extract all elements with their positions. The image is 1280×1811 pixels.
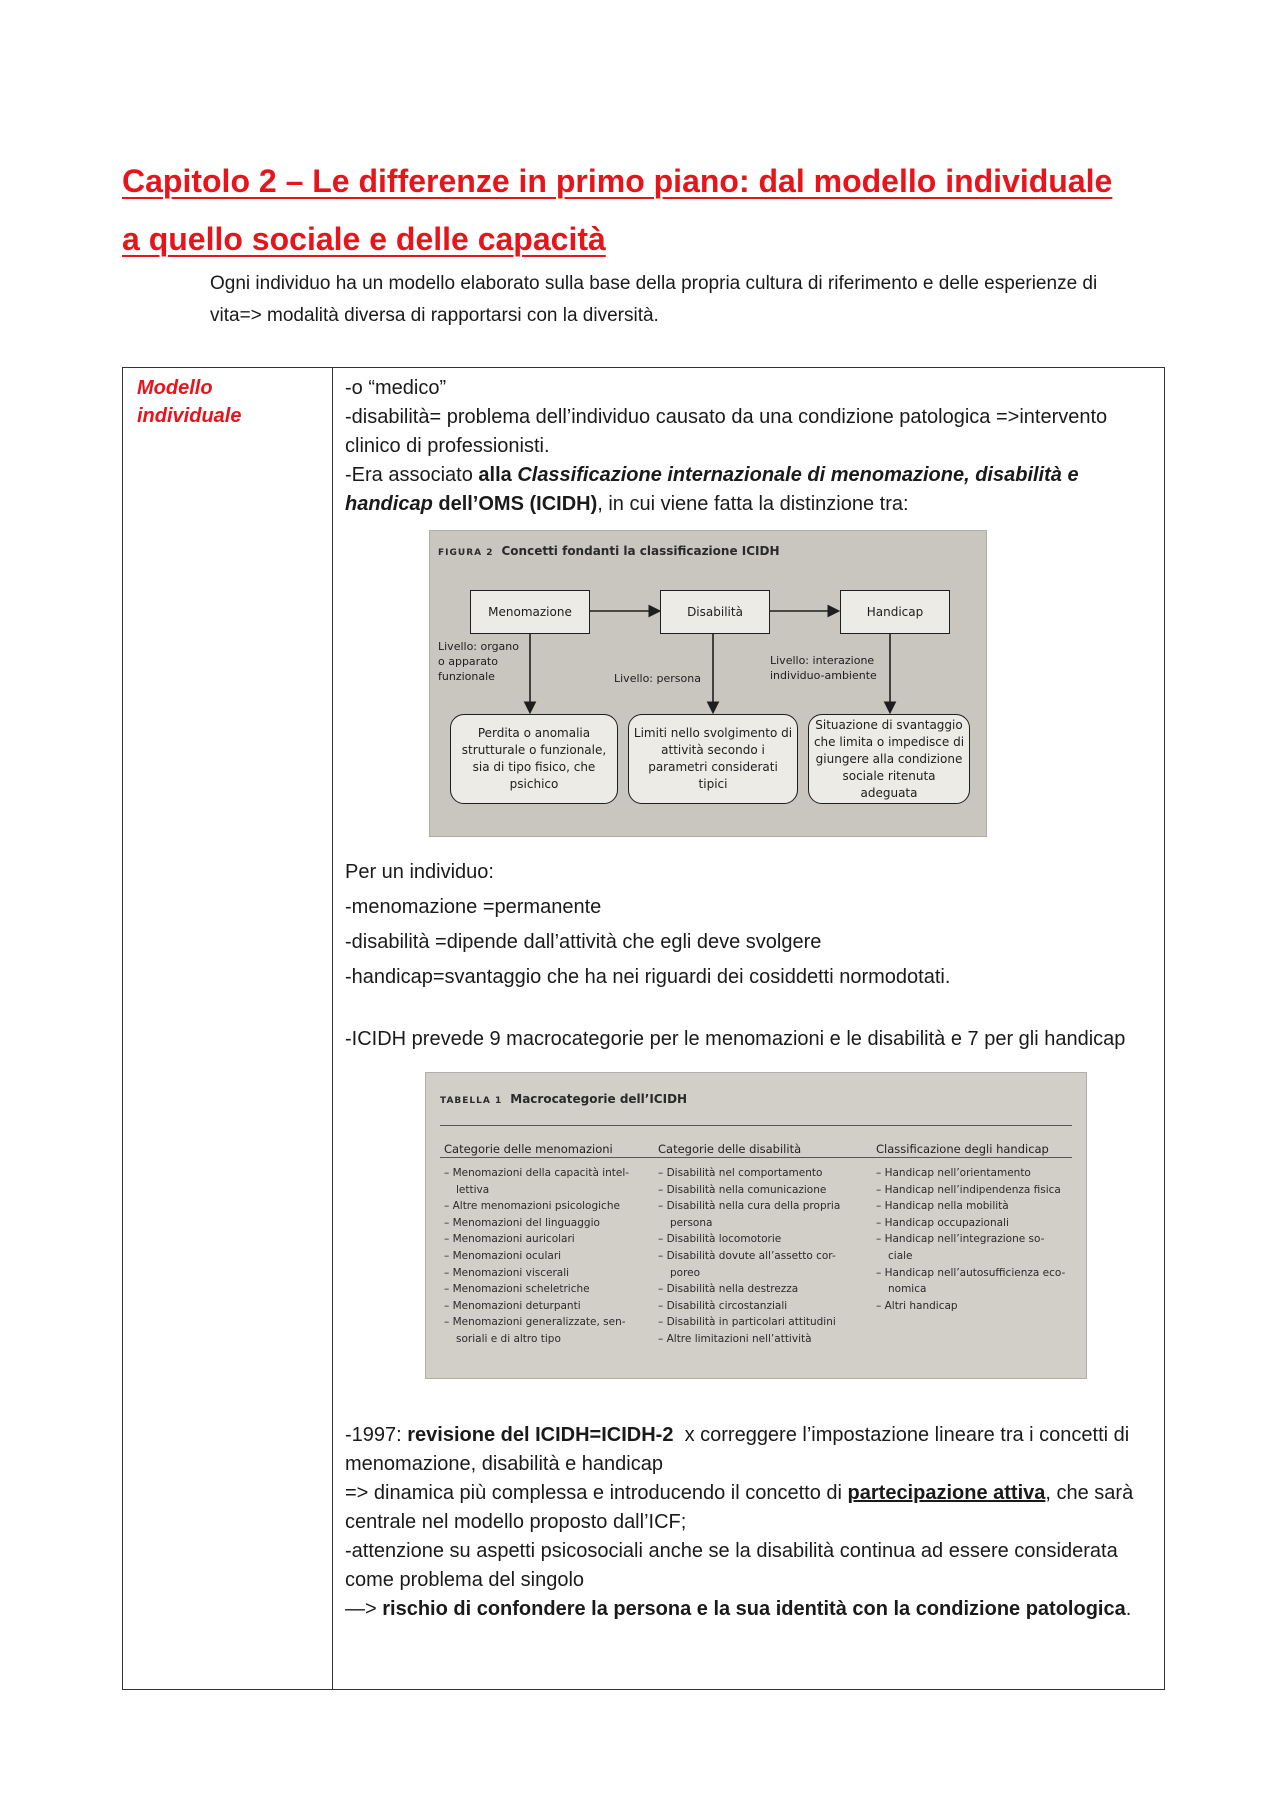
box-disabilita: Disabilità xyxy=(660,590,770,634)
paragraph-revisione-1997 xyxy=(345,1421,1155,1479)
intro-paragraph: Ogni individuo ha un modello elaborato sulla base della propria cultura di riferimento e delle esperienze di vita=> modalità diversa di rapportarsi con la diversità. xyxy=(210,273,1098,326)
box-handicap: Handicap xyxy=(840,590,950,634)
table-rule-header xyxy=(440,1157,1072,1158)
text-run-bold: rischio di confondere la persona e la sua identità con la condizione patologica xyxy=(382,1598,1126,1620)
list-item: – Handicap nell’orientamento xyxy=(876,1167,1031,1179)
column-divider xyxy=(332,368,333,1689)
list-item: – Menomazioni della capacità intel- xyxy=(444,1167,630,1179)
text-run-bold-underline: partecipazione attiva xyxy=(847,1482,1046,1504)
paragraph-menomazione: -menomazione =permanente xyxy=(345,896,602,918)
list-item: – Disabilità nella cura della propria xyxy=(658,1200,841,1213)
paragraph-icidh xyxy=(345,461,1155,519)
paragraph-disabilita-def: -disabilità =dipende dall’attività che egli deve svolgere xyxy=(345,931,822,953)
text-run-bold: dell’OMS (ICIDH) xyxy=(432,493,598,515)
header-handicap: Classificazione degli handicap xyxy=(876,1142,1049,1156)
text-run: , che sarà centrale nel modello proposto dall’ICF; xyxy=(345,1482,1134,1533)
paragraph-dinamica xyxy=(345,1479,1155,1537)
list-item: – Disabilità nella destrezza xyxy=(658,1283,799,1296)
list-item: – Handicap nell’indipendenza fisica xyxy=(876,1183,1061,1196)
list-item: – Handicap nell’autosufficienza eco- xyxy=(876,1266,1066,1279)
list-item: – Handicap nella mobilità xyxy=(876,1200,1009,1213)
list-item: ciale xyxy=(888,1249,913,1262)
level-label-persona: Livello: persona xyxy=(614,672,701,685)
text-run: . xyxy=(1125,1598,1132,1620)
header-disabilita: Categorie delle disabilità xyxy=(658,1142,802,1156)
row-content xyxy=(345,374,1155,1624)
paragraph-handicap-def: -handicap=svantaggio che ha nei riguardi dei cosiddetti normodotati. xyxy=(345,966,951,988)
list-item: – Disabilità locomotorie xyxy=(658,1233,782,1246)
text-run-bold-italic: Classificazione internazionale di menomazione, disabilità e handicap xyxy=(345,464,1079,515)
list-item: poreo xyxy=(670,1266,701,1279)
figure-icidh-macrocategorie xyxy=(425,1072,1087,1379)
text-run: x correggere l’impostazione lineare tra i concetti di menomazione, disabilità e handicap xyxy=(345,1424,1135,1475)
box-menomazione: Menomazione xyxy=(470,590,590,634)
column-disabilita xyxy=(658,1165,870,1348)
page-title: Capitolo 2 – Le differenze in primo piano: dal modello individuale a quello sociale e delle capacità xyxy=(122,163,1113,257)
text-run: -Era associato xyxy=(345,464,479,486)
paragraph-per-individuo: Per un individuo: xyxy=(345,861,494,883)
list-item: persona xyxy=(670,1216,713,1229)
list-item: – Menomazioni auricolari xyxy=(444,1233,575,1246)
level-label-organo: Livello: organo o apparato funzionale xyxy=(438,640,519,683)
list-item: lettiva xyxy=(456,1183,490,1196)
table-caption: TABELLA 1 Macrocategorie dell’ICIDH xyxy=(440,1092,688,1106)
paragraph-medico: -o “medico” xyxy=(345,377,447,399)
list-item: – Menomazioni oculari xyxy=(444,1249,562,1262)
desc-disabilita: Limiti nello svolgimento di attività secondo i parametri considerati tipici xyxy=(628,714,798,804)
list-item: – Altre limitazioni nell’attività xyxy=(658,1332,812,1345)
paragraph-disabilita: -disabilità= problema dell’individuo causato da una condizione patologica =>intervento clinico di professionisti. xyxy=(345,406,1108,457)
list-item: – Altre menomazioni psicologiche xyxy=(444,1200,620,1213)
paragraph-psicosociali: -attenzione su aspetti psicosociali anche se la disabilità continua ad essere considerata come problema del singolo xyxy=(345,1540,1118,1591)
text-run: , in cui viene fatta la distinzione tra: xyxy=(597,493,909,515)
list-item: – Menomazioni scheletriche xyxy=(444,1283,590,1296)
list-item: – Handicap occupazionali xyxy=(876,1216,1009,1229)
level-label-interazione: Livello: interazione individuo-ambiente xyxy=(770,654,877,682)
text-run: —> xyxy=(345,1598,383,1620)
desc-menomazione: Perdita o anomalia strutturale o funzionale, sia di tipo fisico, che psichico xyxy=(450,714,618,804)
list-item: – Disabilità nel comportamento xyxy=(658,1167,823,1179)
list-item: – Disabilità nella comunicazione xyxy=(658,1183,827,1196)
list-item: – Menomazioni del linguaggio xyxy=(444,1216,600,1229)
list-item: nomica xyxy=(888,1283,927,1296)
list-item: – Disabilità in particolari attitudini xyxy=(658,1316,836,1329)
list-item: – Altri handicap xyxy=(876,1299,958,1312)
column-handicap xyxy=(876,1165,1076,1314)
text-run: => dinamica più complessa e introducendo il concetto di xyxy=(345,1482,848,1504)
paragraph-icidh-categorie: -ICIDH prevede 9 macrocategorie per le menomazioni e le disabilità e 7 per gli handicap xyxy=(345,1028,1126,1050)
desc-handicap: Situazione di svantaggio che limita o impedisce di giungere alla condizione sociale ritenuta adeguata xyxy=(808,714,970,804)
text-run: -1997: xyxy=(345,1424,408,1446)
list-item: – Handicap nell’integrazione so- xyxy=(876,1233,1045,1246)
content-table xyxy=(122,367,1165,1690)
figure-caption: FIGURA 2 Concetti fondanti la classificazione ICIDH xyxy=(438,544,780,558)
list-item: – Menomazioni deturpanti xyxy=(444,1299,581,1312)
header-menomazioni: Categorie delle menomazioni xyxy=(444,1142,613,1156)
paragraph-rischio xyxy=(345,1595,1155,1624)
list-item: – Disabilità dovute all’assetto cor- xyxy=(658,1249,836,1262)
table-rule-top xyxy=(440,1125,1072,1126)
text-run-bold: alla xyxy=(478,464,518,486)
text-run-bold: revisione del ICIDH=ICIDH-2 xyxy=(407,1424,674,1446)
list-item: soriali e di altro tipo xyxy=(456,1332,561,1345)
row-label: Modello individuale xyxy=(137,377,242,427)
list-item: – Menomazioni generalizzate, sen- xyxy=(444,1316,626,1329)
list-item: – Menomazioni viscerali xyxy=(444,1266,570,1279)
column-menomazioni xyxy=(444,1165,654,1348)
list-item: – Disabilità circostanziali xyxy=(658,1299,788,1312)
figure-icidh-concepts xyxy=(429,530,987,837)
